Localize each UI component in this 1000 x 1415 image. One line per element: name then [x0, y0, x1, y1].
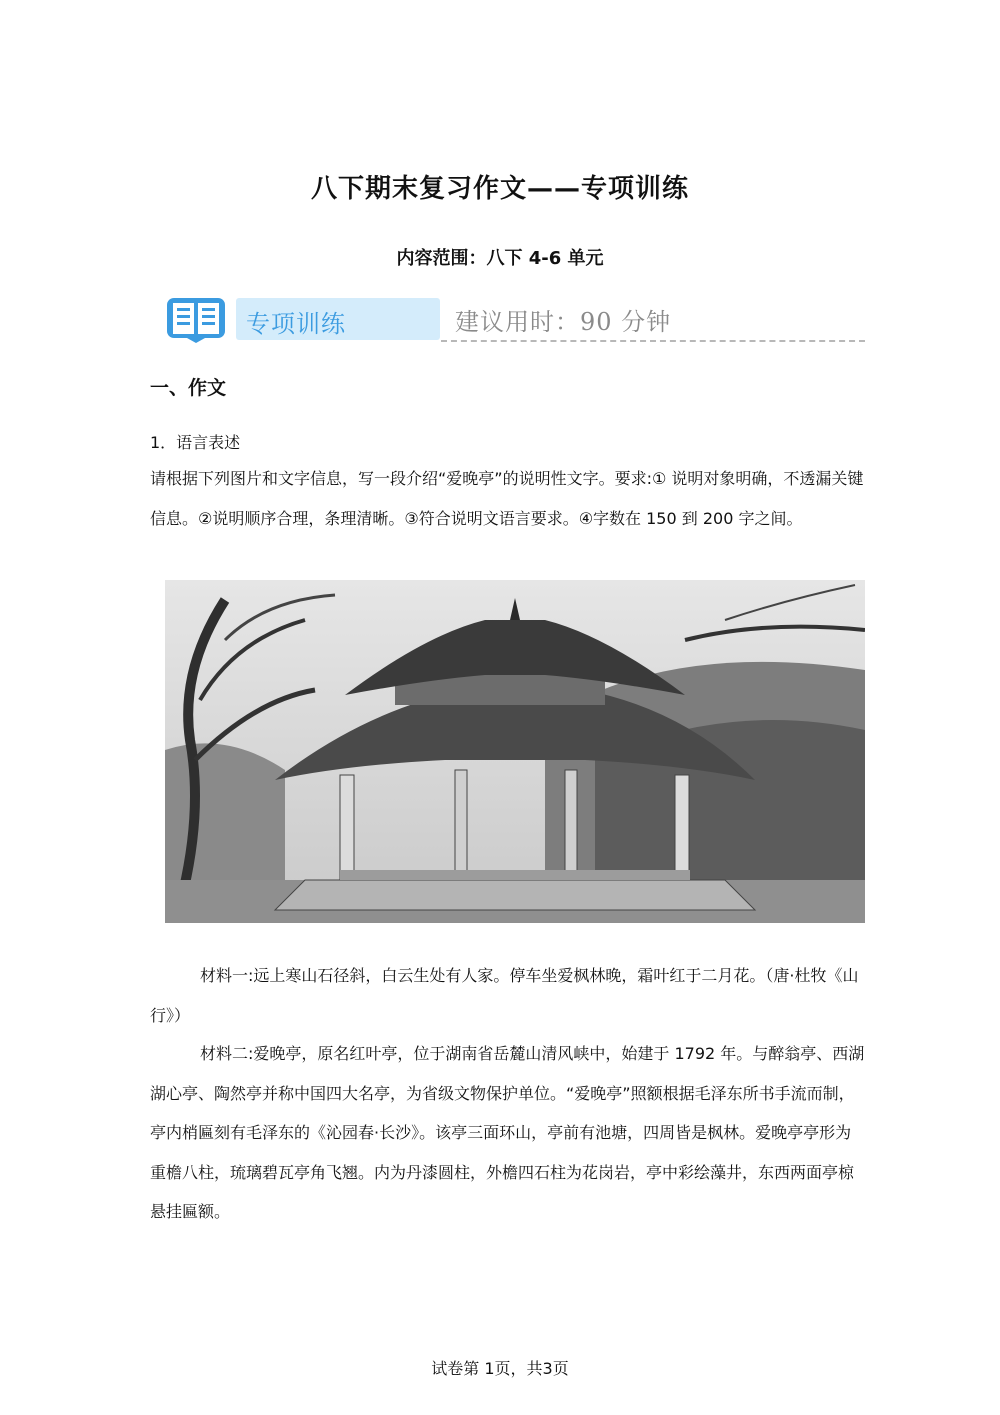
material-two: 材料二:爱晚亭，原名红叶亭，位于湖南省岳麓山清风峡中，始建于 1792 年。与醉翁亭、西湖湖心亭、陶然亭并称中国四大名亭，为省级文物保护单位。“爱晚亭”照额根据毛泽东所书手流而制，亭内梢匾刻有毛泽东的《沁园春·长沙》。该亭三面环山，亭前有池塘，四周皆是枫林。爱晚亭亭形为重檐八柱，琉璃碧瓦亭角飞翘。内为丹漆圆柱，外檐四石柱为花岗岩，亭中彩绘藻井，东西两面亭椋悬挂匾额。: [150, 1044, 865, 1221]
suggested-time: 建议用时：90 分钟: [455, 308, 672, 336]
page-title: 八下期末复习作文——专项训练: [310, 174, 689, 204]
open-book-icon: [165, 294, 227, 344]
pavilion-photo: [165, 580, 865, 923]
section-heading: 一、作文: [150, 377, 227, 399]
content-scope: 内容范围：八下 4-6 单元: [396, 248, 604, 269]
special-training-tag: [236, 298, 440, 340]
page-footer: 试卷第 1页，共3页: [431, 1359, 569, 1378]
dashed-divider: [441, 340, 865, 342]
question-title: 1．语言表述: [150, 433, 241, 452]
training-banner: [165, 294, 865, 344]
special-training-label: 专项训练: [246, 310, 346, 338]
question-requirement: 请根据下列图片和文字信息，写一段介绍“爱晚亭”的说明性文字。要求:① 说明对象明确，不透漏关键信息。②说明顺序合理，条理清晰。③符合说明文语言要求。④字数在 150 到 200 字之间。: [150, 469, 864, 528]
material-one: 材料一:远上寒山石径斜，白云生处有人家。停车坐爱枫林晚，霜叶红于二月花。（唐·杜牧《山行》）: [150, 966, 859, 1025]
